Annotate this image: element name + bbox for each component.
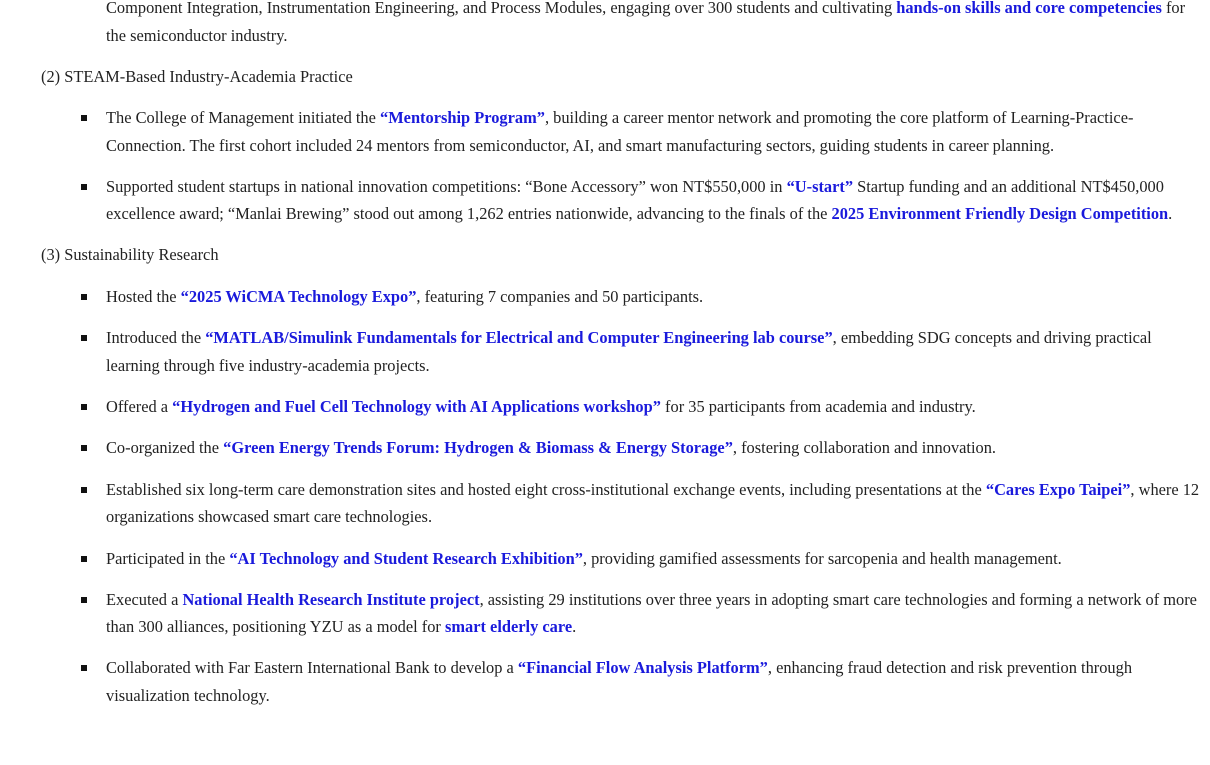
list-item <box>0 654 1202 709</box>
item-text: Executed a <box>106 589 183 609</box>
list-item <box>0 104 1202 159</box>
item-text: Established six long-term care demonstration sites and hosted eight cross-institutional exchange events, including presentations at the <box>106 479 986 499</box>
section-heading-steam: (2) STEAM-Based Industry-Academia Practice <box>41 66 353 86</box>
intro-paragraph <box>106 0 1202 49</box>
item-highlight: “Mentorship Program” <box>380 108 545 127</box>
item-text: Supported student startups in national innovation competitions: “Bone Accessory” won NT$550,000 in <box>106 176 787 196</box>
item-text: , where 12 organizations showcased smart care technologies. <box>106 479 1200 526</box>
item-highlight: National Health Research Institute project <box>182 589 480 609</box>
item-highlight: “AI Technology and Student Research Exhibition” <box>229 548 583 568</box>
list-item <box>0 283 1202 311</box>
list-item <box>0 476 1202 531</box>
item-text: , featuring 7 companies and 50 participants. <box>416 286 704 306</box>
steam-list <box>0 104 1210 228</box>
item-highlight: smart elderly care <box>444 617 573 636</box>
item-text: , providing gamified assessments for sarcopenia and health management. <box>582 548 1062 568</box>
bullet-marker <box>81 335 87 341</box>
item-highlight: “MATLAB/Simulink Fundamentals for Electrical and Computer Engineering lab course” <box>205 328 833 347</box>
sustainability-list <box>0 283 1210 710</box>
intro-text-1: Component Integration, Instrumentation Engineering, and Process Modules, engaging over 300 students and cultivating <box>106 0 897 17</box>
intro-text-2: for the semiconductor industry. <box>106 0 1186 45</box>
section-heading-sustainability: (3) Sustainability Research <box>41 245 219 264</box>
bullet-marker <box>81 115 87 121</box>
list-item <box>0 545 1202 573</box>
item-highlight: “Cares Expo Taipei” <box>985 479 1131 499</box>
item-text: Offered a <box>106 396 173 416</box>
item-text: The College of Management initiated the <box>106 108 380 127</box>
item-text: , embedding SDG concepts and driving practical learning through five industry-academia projects. <box>106 328 1152 375</box>
item-text: Startup funding and an additional NT$450,000 excellence award; “Manlai Brewing” stood out among 1,262 entries nationwide, advancing to the finals of the <box>106 176 1164 223</box>
item-text: for 35 participants from academia and industry. <box>660 396 976 416</box>
item-highlight: “Hydrogen and Fuel Cell Technology with AI Applications workshop” <box>172 396 661 416</box>
bullet-marker <box>81 487 87 493</box>
item-text: Collaborated with Far Eastern International Bank to develop a <box>106 658 518 677</box>
item-text: Introduced the <box>106 328 206 347</box>
item-text: . <box>572 617 577 636</box>
bullet-marker <box>81 556 87 562</box>
item-highlight: “Green Energy Trends Forum: Hydrogen & Biomass & Energy Storage” <box>223 438 733 457</box>
item-highlight: “Financial Flow Analysis Platform” <box>517 658 768 677</box>
bullet-marker <box>81 665 87 671</box>
item-text: , enhancing fraud detection and risk prevention through visualization technology. <box>106 658 1133 705</box>
item-text: , assisting 29 institutions over three years in adopting smart care technologies and forming a network of more than 300 alliances, positioning YZU as a model for <box>106 589 1197 636</box>
list-item <box>0 324 1202 379</box>
intro-highlight: hands-on skills and core competencies <box>896 0 1162 17</box>
list-item <box>0 173 1202 228</box>
bullet-marker <box>81 597 87 603</box>
item-text: , building a career mentor network and promoting the core platform of Learning-Practice-Connection. The first cohort included 24 mentors from semiconductor, AI, and smart manufacturing sectors, guiding students in career planning. <box>106 108 1134 155</box>
item-text: Hosted the <box>106 286 181 306</box>
list-item <box>0 434 1202 462</box>
list-item <box>0 393 1202 421</box>
item-highlight: 2025 Environment Friendly Design Competition <box>831 204 1169 223</box>
bullet-marker <box>81 184 87 190</box>
bullet-marker <box>81 294 87 300</box>
item-highlight: “U-start” <box>786 176 854 196</box>
list-item <box>0 586 1202 641</box>
item-text: , fostering collaboration and innovation. <box>732 438 997 457</box>
bullet-marker <box>81 404 87 410</box>
item-text: Participated in the <box>106 548 230 568</box>
item-text: . <box>1168 204 1173 223</box>
bullet-marker <box>81 445 87 451</box>
item-text: Co-organized the <box>106 438 224 457</box>
item-highlight: “2025 WiCMA Technology Expo” <box>180 286 417 306</box>
